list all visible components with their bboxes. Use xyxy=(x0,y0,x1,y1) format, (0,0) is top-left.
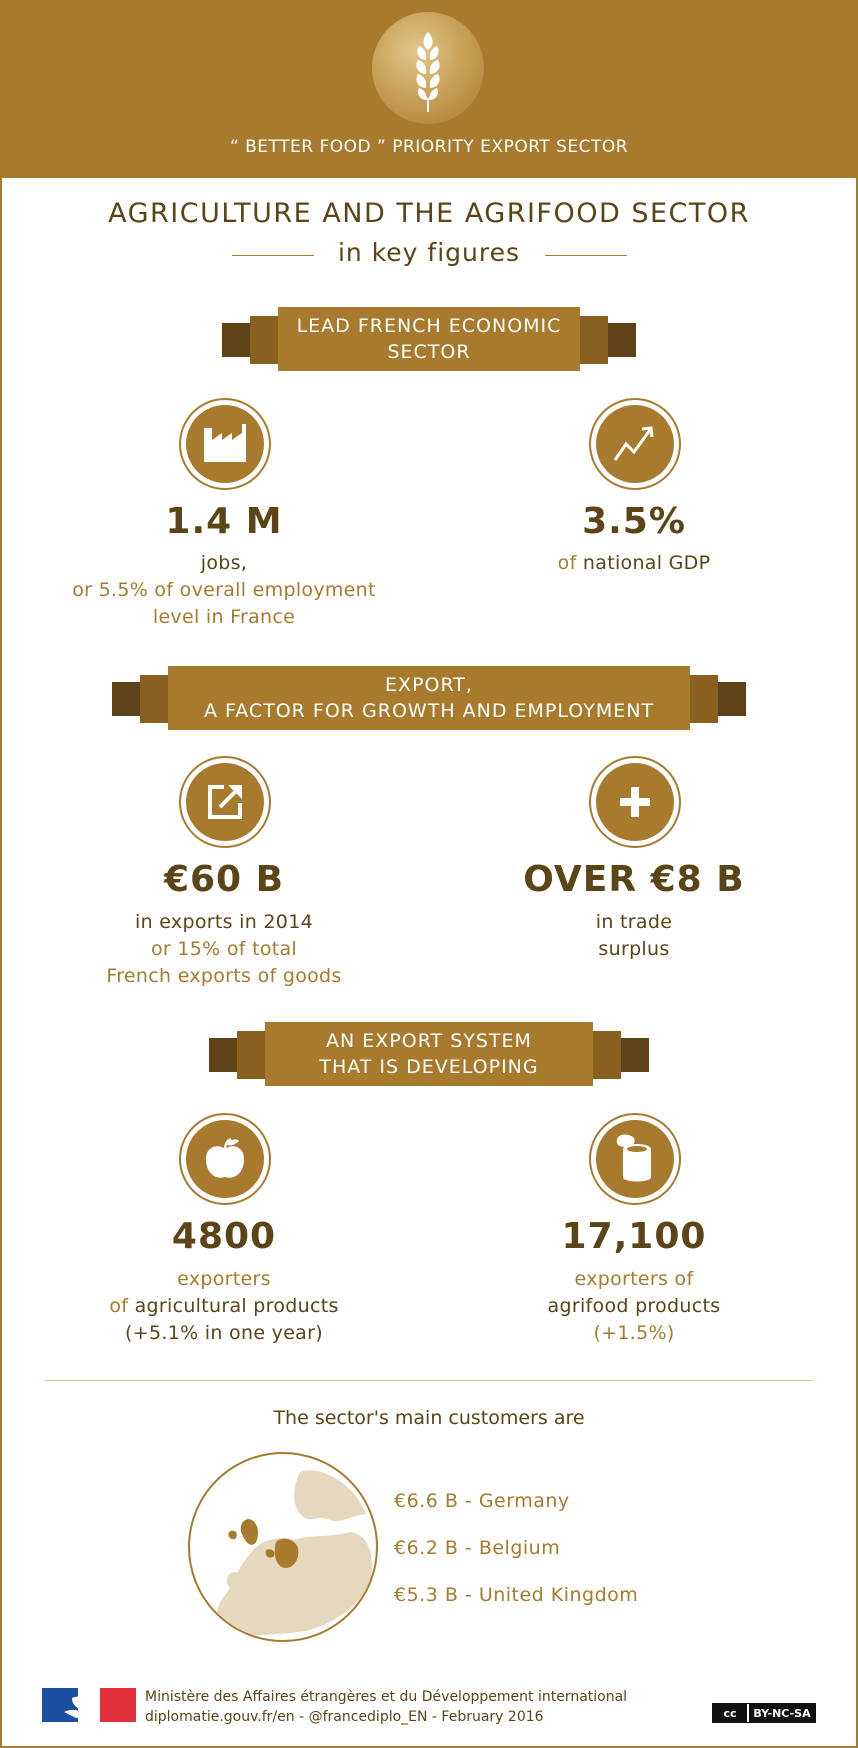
customer-belgium: €6.2 B - Belgium xyxy=(394,1537,561,1559)
license-label: BY-NC-SA xyxy=(749,1704,815,1722)
stat-jobs-desc xyxy=(24,550,424,631)
stat-gdp-prefix: of xyxy=(557,552,583,574)
title-rule-right xyxy=(545,255,627,256)
plus-icon xyxy=(617,784,653,820)
apple-icon xyxy=(201,1135,249,1183)
stat-jobs-line1: jobs, xyxy=(200,552,248,574)
stat-exports-line3: French exports of goods xyxy=(106,965,342,987)
customers-title: The sector's main customers are xyxy=(273,1407,585,1429)
banner-label: LEAD FRENCH ECONOMIC SECTOR xyxy=(278,307,580,371)
stat-agri-line2-prefix: of xyxy=(109,1295,135,1317)
customers-map xyxy=(188,1452,378,1642)
page-title: AGRICULTURE AND THE AGRIFOOD SECTOR xyxy=(108,198,750,229)
factory-badge xyxy=(179,398,271,490)
header-band xyxy=(0,0,858,178)
stat-agrifood-line2: agrifood products xyxy=(547,1295,721,1317)
footer-credits: diplomatie.gouv.fr/en - @francediplo_EN - February 2016 xyxy=(145,1709,544,1725)
banner-label: AN EXPORT SYSTEM THAT IS DEVELOPING xyxy=(265,1022,593,1086)
trend-up-icon xyxy=(612,424,658,464)
stat-surplus-line2: surplus xyxy=(598,938,670,960)
stat-gdp-value: 3.5% xyxy=(582,501,686,542)
stat-agrifood-line1: exporters of xyxy=(574,1268,694,1290)
stat-gdp-desc xyxy=(434,550,834,577)
stat-agri-exporters-desc xyxy=(24,1266,424,1347)
stat-agri-line2: agricultural products xyxy=(134,1295,339,1317)
stat-agrifood-exporters-desc xyxy=(434,1266,834,1347)
can-badge xyxy=(589,1113,681,1205)
ministry-logo xyxy=(42,1688,136,1722)
stat-exports-value: €60 B xyxy=(163,859,285,900)
customer-uk: €5.3 B - United Kingdom xyxy=(394,1584,639,1606)
stat-jobs-line2: or 5.5% of overall employment xyxy=(72,579,376,601)
banner-label: EXPORT, A FACTOR FOR GROWTH AND EMPLOYMENT xyxy=(168,666,690,730)
stat-surplus-value: OVER €8 B xyxy=(523,859,745,900)
stat-agri-exporters-value: 4800 xyxy=(171,1216,277,1257)
apple-badge xyxy=(179,1113,271,1205)
factory-icon xyxy=(202,424,248,464)
stat-jobs-line3: level in France xyxy=(152,606,296,628)
stat-surplus-line1: in trade xyxy=(595,911,673,933)
export-badge xyxy=(179,756,271,848)
stat-gdp-label: national GDP xyxy=(582,552,711,574)
license-badge xyxy=(712,1703,816,1723)
stat-jobs-value: 1.4 M xyxy=(165,501,283,542)
plus-badge xyxy=(589,756,681,848)
section-divider xyxy=(45,1380,813,1381)
wheat-icon xyxy=(372,12,484,124)
trend-badge xyxy=(589,398,681,490)
stat-exports-line2: or 15% of total xyxy=(150,938,298,960)
stat-agri-line3: (+5.1% in one year) xyxy=(125,1322,323,1344)
stat-exports-desc xyxy=(24,909,424,990)
can-icon xyxy=(611,1133,659,1185)
cc-icon: cc xyxy=(713,1704,747,1722)
stat-agri-line1: exporters xyxy=(177,1268,271,1290)
stat-agrifood-exporters-value: 17,100 xyxy=(561,1216,707,1257)
header-subtitle: “ BETTER FOOD ” PRIORITY EXPORT SECTOR xyxy=(229,137,629,157)
europe-map-icon xyxy=(190,1454,378,1642)
customer-germany: €6.6 B - Germany xyxy=(394,1490,570,1512)
page-subtitle: in key figures xyxy=(337,238,521,267)
stat-exports-line1: in exports in 2014 xyxy=(135,911,313,933)
stat-agrifood-line3: (+1.5%) xyxy=(593,1322,675,1344)
stat-surplus-desc xyxy=(434,909,834,963)
export-icon xyxy=(204,781,246,823)
footer-ministry: Ministère des Affaires étrangères et du Développement international xyxy=(145,1689,628,1705)
logo xyxy=(372,12,484,124)
